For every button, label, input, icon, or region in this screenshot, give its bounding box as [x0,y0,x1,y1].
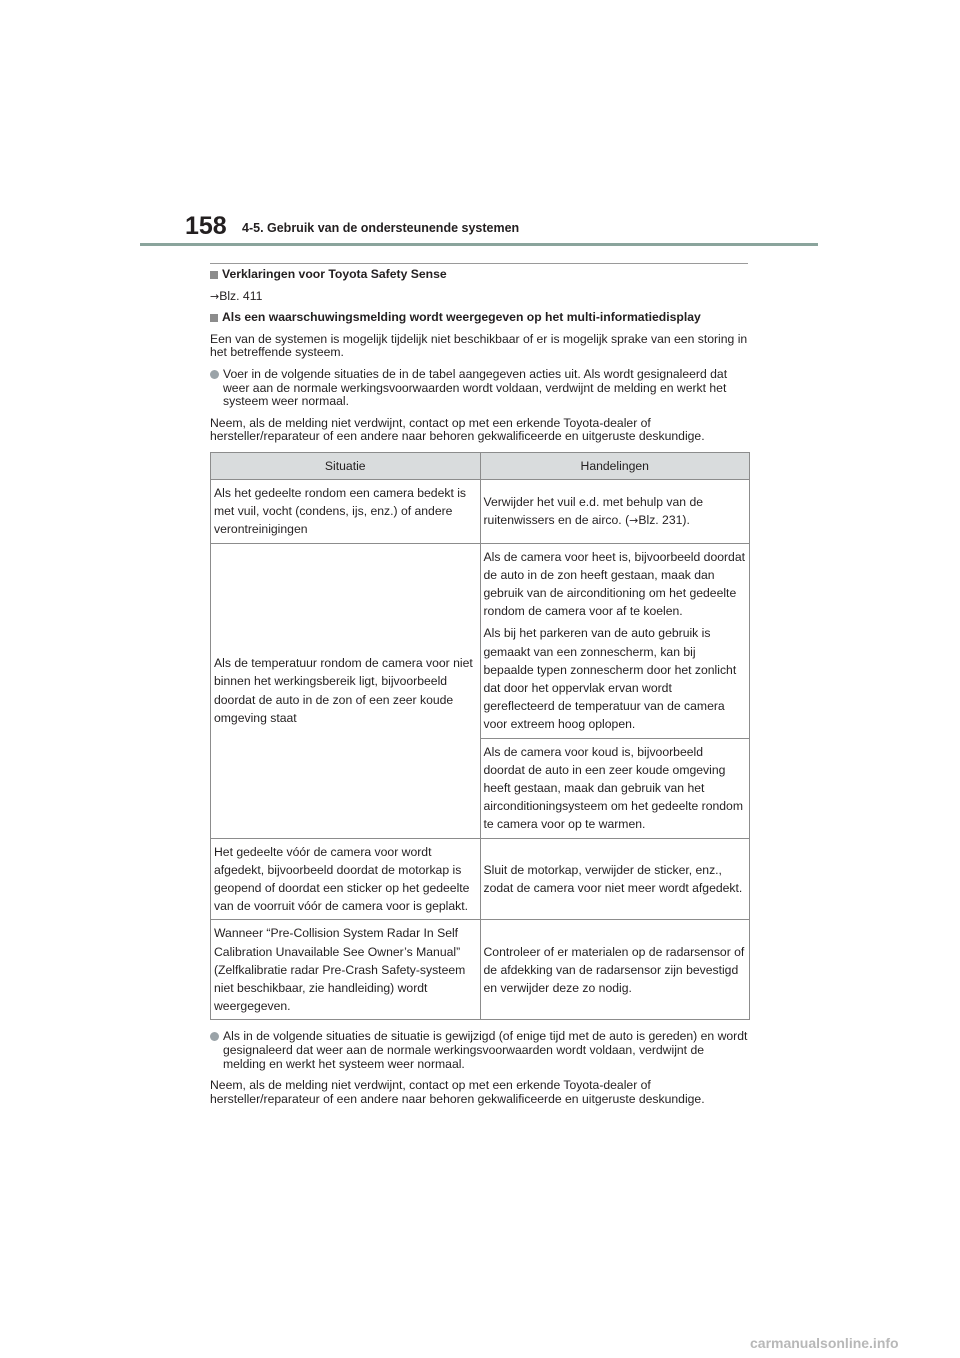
page-reference-link[interactable]: Blz. 411 [219,288,263,303]
situation-cell: Wanneer “Pre-Collision System Radar In Self Calibration Unavailable See Owner’s Manual” (Zelfkalibratie radar Pre-Crash Safety-systeem niet beschikbaar, zie handleiding) wordt weergegeven. [211,920,481,1020]
arrow-right-icon: → [629,513,639,527]
situation-cell: Als het gedeelte rondom een camera bedekt is met vuil, vocht (condens, ijs, enz.) of andere verontreinigingen [211,479,481,543]
table-row [211,479,750,543]
action-cell [480,479,750,543]
action-text: Als de camera voor heet is, bijvoorbeeld doordat de auto in de zon heeft gestaan, maak dan gebruik van de airconditioning om het gedeelte rondom de camera voor af te koelen. [483,549,746,619]
action-text: Als bij het parkeren van de auto gebruik is gemaakt van een zonnescherm, kan bij bepaalde typen zonnescherm door het zonlicht dat door het oppervlak ervan wordt gereflecteerd de temperatuur van de camera voor extreem hoog oplopen. [483,626,737,732]
page-number: 158 [185,212,227,240]
column-header-actions: Handelingen [480,452,750,479]
table-row [211,543,750,738]
table-header-row [211,452,750,479]
square-bullet-icon [210,271,218,279]
page-reference-link[interactable]: Blz. 231). [638,512,690,527]
reference-line [210,290,750,304]
header-rule [140,243,818,246]
circle-bullet-icon [210,370,219,379]
action-cell: Sluit de motorkap, verwijder de sticker, enz., zodat de camera voor niet meer wordt afgedekt. [480,838,750,920]
situation-cell: Het gedeelte vóór de camera voor wordt afgedekt, bijvoorbeeld doordat de motorkap is geopend of doordat een sticker op het gedeelte van de voorruit vóór de camera voor is geplakt. [211,838,481,920]
action-cell: Controleer of er materialen op de radarsensor of de afdekking van de radarsensor zijn bevestigd en verwijder deze zo nodig. [480,920,750,1020]
bullet-text: Als in de volgende situaties de situatie is gewijzigd (of enige tijd met de auto is gereden) en wordt gesignaleerd dat weer aan de normale werkingsvoorwaarden wordt voldaan, verdwijnt de melding en werkt het systeem weer normaal. [223,1029,748,1071]
top-rule [210,263,748,264]
page-content [210,268,750,1114]
column-header-situation: Situatie [211,452,481,479]
contact-paragraph: Neem, als de melding niet verdwijnt, contact op met een erkende Toyota-dealer of hersteller/reparateur of een andere naar behoren gekwalificeerde en uitgeruste deskundige. [210,415,705,444]
watermark-text: carmanualsonline.info [750,1335,899,1351]
situation-table [210,452,750,1020]
square-bullet-icon [210,314,218,322]
action-text: Verwijder het vuil e.d. met behulp van de ruitenwissers en de airco. ( [483,494,704,527]
arrow-right-icon: → [210,289,220,303]
action-cell: Als de camera voor koud is, bijvoorbeeld doordat de auto in een zeer koude omgeving heeft gestaan, maak dan gebruik van het airconditioningsysteem om het gedeelte rondom te camera voor op te warmen. [480,738,750,838]
section-heading-text: Als een waarschuwingsmelding wordt weergegeven op het multi-informatiedisplay [222,310,701,325]
table-row [211,838,750,920]
intro-paragraph: Een van de systemen is mogelijk tijdelijk niet beschikbaar of er is mogelijk sprake van een storing in het betreffende systeem. [210,331,748,360]
bullet-item [210,1030,750,1071]
header-section-title: 4-5. Gebruik van de ondersteunende systemen [242,221,520,235]
circle-bullet-icon [210,1032,219,1041]
situation-cell: Als de temperatuur rondom de camera voor niet binnen het werkingsbereik ligt, bijvoorbeeld doordat de auto in de zon of een zeer koude omgeving staat [211,543,481,838]
section-heading-safety-sense [210,268,750,282]
action-cell [480,543,750,738]
bullet-text: Voer in de volgende situaties de in de tabel aangegeven acties uit. Als wordt gesignaleerd dat weer aan de normale werkingsvoorwaarden wordt voldaan, verdwijnt de melding en werkt het systeem weer normaal. [223,366,728,409]
contact-paragraph: Neem, als de melding niet verdwijnt, contact op met een erkende Toyota-dealer of hersteller/reparateur of een andere naar behoren gekwalificeerde en uitgeruste deskundige. [210,1078,705,1106]
table-row [211,920,750,1020]
section-heading-text: Verklaringen voor Toyota Safety Sense [222,267,447,281]
bullet-item [210,368,750,409]
section-heading-warning-message [210,311,750,325]
